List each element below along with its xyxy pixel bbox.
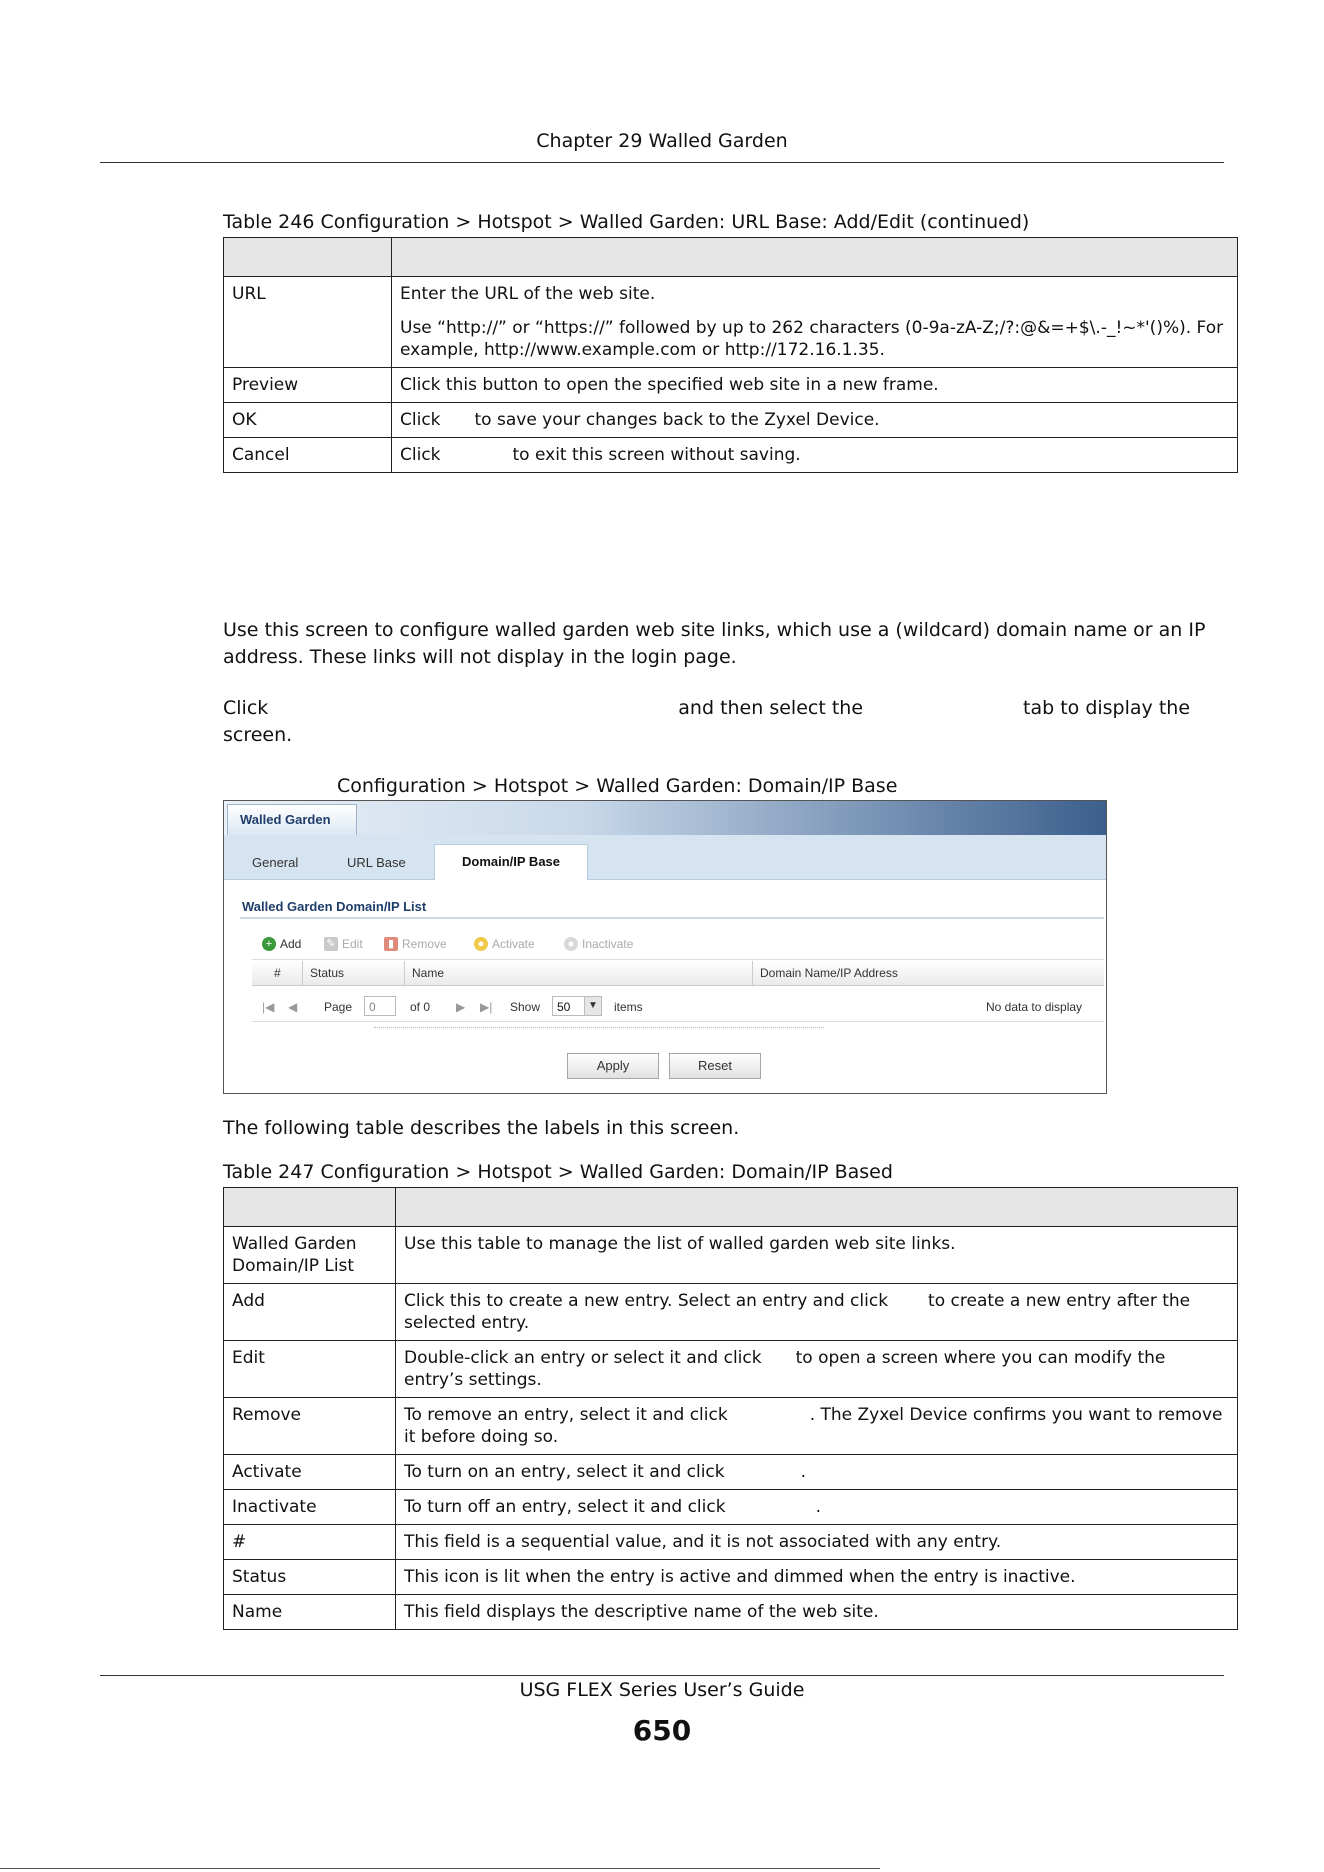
desc-line: Enter the URL of the web site. bbox=[400, 284, 656, 304]
row-label: Status bbox=[224, 1560, 396, 1595]
title-tab: Walled Garden bbox=[227, 804, 357, 835]
inactivate-button[interactable] bbox=[564, 937, 633, 951]
intro-paragraph-2 bbox=[223, 695, 1233, 749]
table-247-caption: Table 247 Configuration > Hotspot > Walled Garden: Domain/IP Based bbox=[223, 1161, 893, 1183]
inactivate-label: Inactivate bbox=[582, 937, 634, 951]
items-label: items bbox=[614, 1000, 643, 1014]
desc-part-a: Double-click an entry or select it and click bbox=[404, 1348, 762, 1368]
row-label: OK bbox=[224, 403, 392, 438]
header-rule bbox=[100, 162, 1224, 163]
page-label: Page bbox=[324, 1000, 353, 1014]
page-number: 650 bbox=[632, 1714, 692, 1747]
desc-part-b: to create a new entry after the selected entry. bbox=[404, 1291, 1191, 1333]
row-label: Remove bbox=[224, 1398, 396, 1455]
column-divider bbox=[302, 961, 303, 985]
row-label: # bbox=[224, 1525, 396, 1560]
tab-general[interactable]: General bbox=[252, 855, 299, 870]
table-header-row bbox=[224, 238, 1238, 277]
chapter-header: Chapter 29 Walled Garden bbox=[536, 130, 788, 152]
table-246-caption: Table 246 Configuration > Hotspot > Walled Garden: URL Base: Add/Edit (continued) bbox=[223, 211, 1030, 233]
para2-b: and then select the bbox=[678, 697, 864, 719]
table-246 bbox=[223, 237, 1238, 473]
next-page-icon[interactable]: ▶ bbox=[456, 1000, 466, 1014]
column-domain-ip[interactable]: Domain Name/IP Address bbox=[760, 966, 898, 980]
page-input[interactable]: 0 bbox=[364, 996, 396, 1016]
desc-part-b: to exit this screen without saving. bbox=[512, 445, 801, 465]
row-description bbox=[396, 1490, 1238, 1525]
screenshot-panel bbox=[223, 800, 1107, 1094]
column-divider bbox=[752, 961, 753, 985]
row-description: Click this button to open the specified web site in a new frame. bbox=[392, 368, 1238, 403]
desc-part-b: . bbox=[800, 1462, 807, 1482]
table-row bbox=[224, 403, 1238, 438]
row-description bbox=[396, 1284, 1238, 1341]
row-description: This icon is lit when the entry is active and dimmed when the entry is inactive. bbox=[396, 1560, 1238, 1595]
last-page-icon[interactable]: ▶| bbox=[480, 1000, 493, 1014]
row-description bbox=[392, 277, 1238, 368]
table-row bbox=[224, 1284, 1238, 1341]
toolbar bbox=[252, 931, 1104, 960]
table-row bbox=[224, 438, 1238, 473]
apply-button[interactable]: Apply bbox=[567, 1053, 659, 1079]
activate-button[interactable] bbox=[474, 937, 535, 951]
row-description: Use this table to manage the list of walled garden web site links. bbox=[396, 1227, 1238, 1284]
remove-label: Remove bbox=[402, 937, 447, 951]
lead-sentence: The following table describes the labels in this screen. bbox=[223, 1117, 740, 1139]
table-row bbox=[224, 368, 1238, 403]
bulb-on-icon: ● bbox=[474, 937, 488, 951]
tab-url-base[interactable]: URL Base bbox=[347, 855, 406, 870]
row-label: Edit bbox=[224, 1341, 396, 1398]
add-label: Add bbox=[280, 937, 302, 951]
row-description bbox=[392, 438, 1238, 473]
footer-guide-title: USG FLEX Series User’s Guide bbox=[519, 1679, 805, 1701]
row-description bbox=[396, 1398, 1238, 1455]
column-name[interactable]: Name bbox=[412, 966, 445, 980]
footer-rule bbox=[100, 1675, 1224, 1676]
row-label: Walled Garden Domain/IP List bbox=[224, 1227, 396, 1284]
desc-part-a: Click bbox=[400, 410, 441, 430]
remove-button[interactable] bbox=[384, 937, 447, 951]
column-index[interactable]: # bbox=[274, 966, 281, 980]
desc-part-a: To turn on an entry, select it and click bbox=[404, 1462, 725, 1482]
prev-page-icon[interactable]: ◀ bbox=[288, 1000, 298, 1014]
edit-button[interactable] bbox=[324, 937, 363, 951]
desc-part-a: To remove an entry, select it and click bbox=[404, 1405, 728, 1425]
table-row bbox=[224, 1227, 1238, 1284]
row-label: Add bbox=[224, 1284, 396, 1341]
table-row bbox=[224, 1490, 1238, 1525]
reset-button[interactable]: Reset bbox=[669, 1053, 761, 1079]
desc-line-2: Use “http://” or “https://” followed by up to 262 characters (0-9a-zA-Z;/?:@&=+$\.-_!~*'()%). For example, http://www.example.com or http://172.16.1.35. bbox=[400, 318, 1224, 360]
row-label: Inactivate bbox=[224, 1490, 396, 1525]
table-247 bbox=[223, 1187, 1238, 1630]
table-row bbox=[224, 277, 1238, 368]
chevron-down-icon[interactable]: ▼ bbox=[584, 997, 601, 1015]
bulb-off-icon: ● bbox=[564, 937, 578, 951]
row-description bbox=[396, 1455, 1238, 1490]
no-data-text: No data to display bbox=[986, 1000, 1083, 1014]
desc-part-a: Click this to create a new entry. Select an entry and click bbox=[404, 1291, 889, 1311]
desc-part-b: to open a screen where you can modify the entry’s settings. bbox=[404, 1348, 1166, 1390]
bottom-rule bbox=[0, 1868, 880, 1869]
desc-part-a: Click bbox=[400, 445, 441, 465]
section-rule bbox=[240, 917, 1104, 919]
trash-icon: ▮ bbox=[384, 937, 398, 951]
first-page-icon[interactable]: |◀ bbox=[262, 1000, 275, 1014]
row-description bbox=[396, 1341, 1238, 1398]
edit-label: Edit bbox=[342, 937, 363, 951]
desc-part-a: To turn off an entry, select it and click bbox=[404, 1497, 726, 1517]
para2-d: screen. bbox=[223, 724, 293, 746]
page-size-select[interactable]: 50 bbox=[552, 996, 602, 1016]
of-pages-label: of 0 bbox=[410, 1000, 431, 1014]
row-label: Preview bbox=[224, 368, 392, 403]
show-label: Show bbox=[510, 1000, 541, 1014]
tab-domain-ip-base[interactable]: Domain/IP Base bbox=[434, 844, 588, 880]
row-description: This field is a sequential value, and it is not associated with any entry. bbox=[396, 1525, 1238, 1560]
row-description: This field displays the descriptive name of the web site. bbox=[396, 1595, 1238, 1630]
divider bbox=[374, 1027, 824, 1028]
column-header-row bbox=[252, 961, 1104, 986]
activate-label: Activate bbox=[492, 937, 535, 951]
column-divider bbox=[404, 961, 405, 985]
column-status[interactable]: Status bbox=[310, 966, 345, 980]
table-row bbox=[224, 1560, 1238, 1595]
table-row bbox=[224, 1341, 1238, 1398]
desc-part-b: to save your changes back to the Zyxel Device. bbox=[474, 410, 880, 430]
desc-part-b: . The Zyxel Device confirms you want to remove it before doing so. bbox=[404, 1405, 1223, 1447]
desc-part-b: . bbox=[815, 1497, 821, 1517]
table-row bbox=[224, 1455, 1238, 1490]
add-button[interactable] bbox=[262, 937, 301, 951]
row-label: Name bbox=[224, 1595, 396, 1630]
para2-c: tab to display the bbox=[1023, 697, 1191, 719]
table-row bbox=[224, 1525, 1238, 1560]
table-row bbox=[224, 1398, 1238, 1455]
edit-icon: ✎ bbox=[324, 937, 338, 951]
row-label: Activate bbox=[224, 1455, 396, 1490]
section-title: Walled Garden Domain/IP List bbox=[242, 899, 427, 914]
table-row bbox=[224, 1595, 1238, 1630]
add-icon: + bbox=[262, 937, 276, 951]
row-description bbox=[392, 403, 1238, 438]
intro-paragraph: Use this screen to configure walled garden web site links, which use a (wildcard) domain name or an IP address. These links will not display in the login page. bbox=[223, 619, 1206, 668]
row-label: URL bbox=[224, 277, 392, 368]
figure-caption: Configuration > Hotspot > Walled Garden: Domain/IP Base bbox=[337, 775, 898, 797]
row-label: Cancel bbox=[224, 438, 392, 473]
para2-a: Click bbox=[223, 697, 269, 719]
table-header-row bbox=[224, 1188, 1238, 1227]
